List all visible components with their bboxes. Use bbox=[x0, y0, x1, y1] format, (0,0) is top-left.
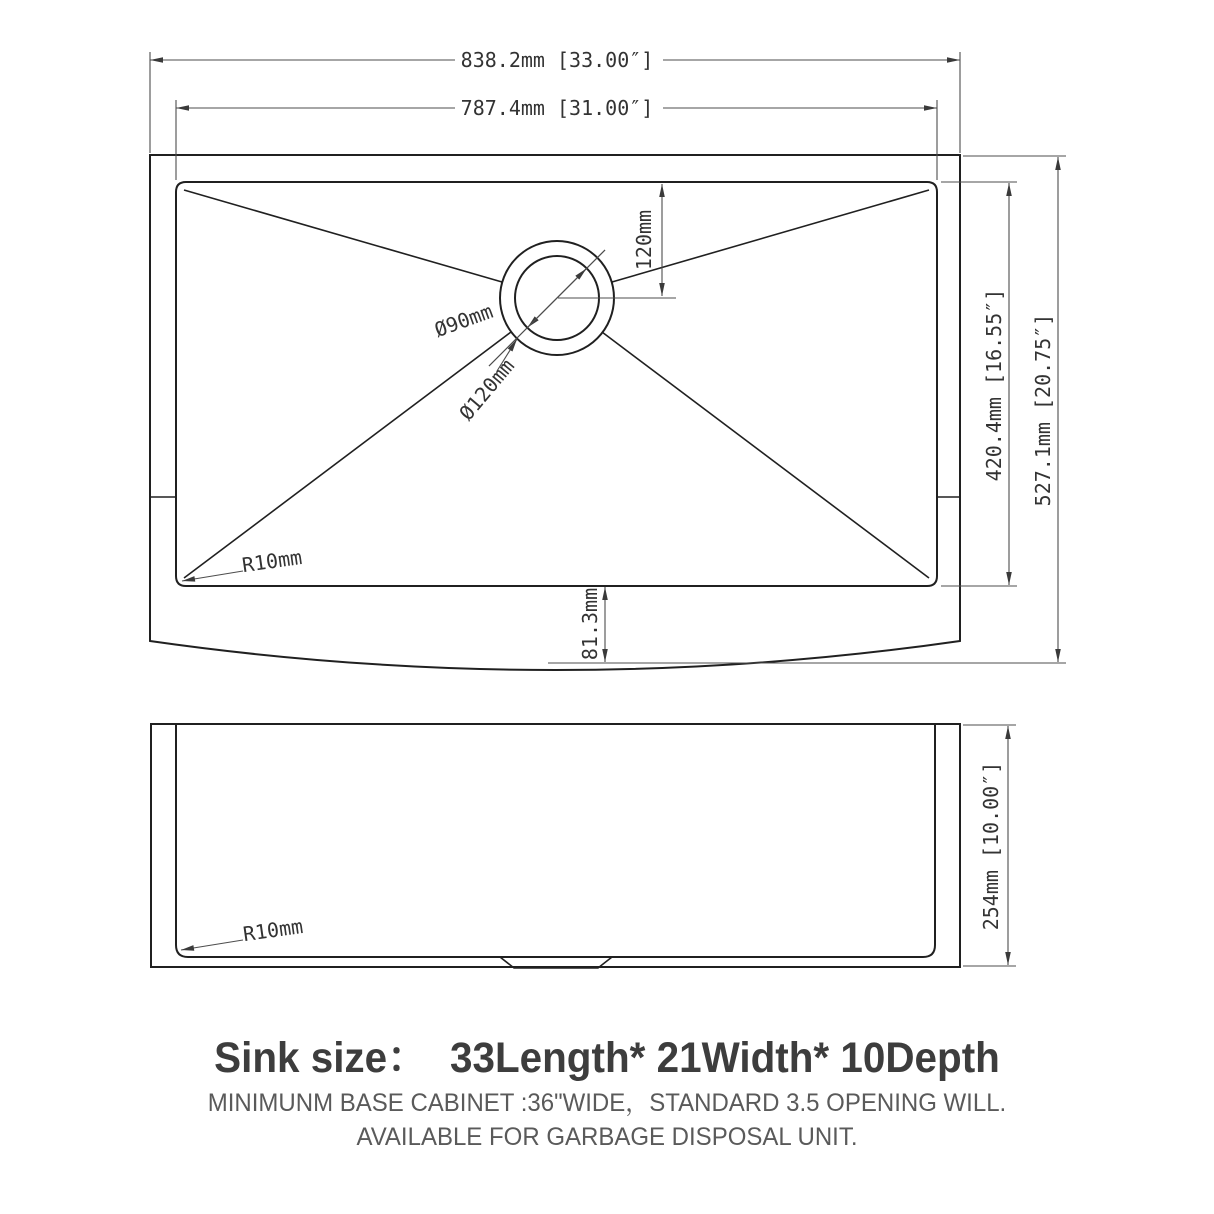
dim-corner-radius-side bbox=[181, 914, 305, 950]
basin-crease-bottom-right bbox=[602, 332, 929, 578]
dim-overall-width-label: 838.2mm [33.00″] bbox=[460, 48, 654, 72]
dim-drain-inner-diameter bbox=[431, 250, 605, 366]
dim-apron-depth-label: 81.3mm bbox=[578, 587, 602, 661]
dim-overall-depth-label: 527.1mm [20.75″] bbox=[1031, 313, 1055, 507]
dim-height-label: 254mm [10.00″] bbox=[979, 761, 1003, 931]
top-view bbox=[150, 155, 960, 670]
dim-height bbox=[963, 725, 1016, 966]
dim-corner-radius-side-label: R10mm bbox=[241, 913, 305, 947]
basin-outline bbox=[176, 182, 937, 586]
dim-drain-outer-diameter-label: Ø120mm bbox=[454, 354, 520, 425]
dim-corner-radius-top bbox=[182, 545, 304, 581]
basin-crease-top-left bbox=[184, 190, 502, 282]
dim-apron-depth bbox=[578, 587, 605, 662]
cabinet-note-line1: MINIMUNM BASE CABINET :36"WIDE，STANDARD 3.5 OPENING WILL. bbox=[207, 1089, 1007, 1117]
basin-crease-bottom-left bbox=[184, 332, 511, 578]
sink-size-title: Sink size： 33Length* 21Width* 10Depth bbox=[214, 1034, 1000, 1082]
dim-inner-width bbox=[176, 96, 937, 180]
dim-drain-offset-label: 120mm bbox=[632, 209, 656, 271]
dim-corner-radius-top-label: R10mm bbox=[240, 544, 304, 578]
basin-crease-top-right bbox=[612, 190, 929, 282]
cabinet-note-line2: AVAILABLE FOR GARBAGE DISPOSAL UNIT. bbox=[356, 1123, 858, 1151]
top-view-apron-curve bbox=[150, 641, 960, 670]
dim-inner-depth-label: 420.4mm [16.55″] bbox=[982, 288, 1006, 482]
dim-inner-width-label: 787.4mm [31.00″] bbox=[460, 96, 654, 120]
dim-inner-depth bbox=[941, 182, 1017, 586]
dim-drain-outer-diameter bbox=[454, 339, 519, 425]
dim-drain-inner-diameter-label: Ø90mm bbox=[431, 298, 497, 342]
